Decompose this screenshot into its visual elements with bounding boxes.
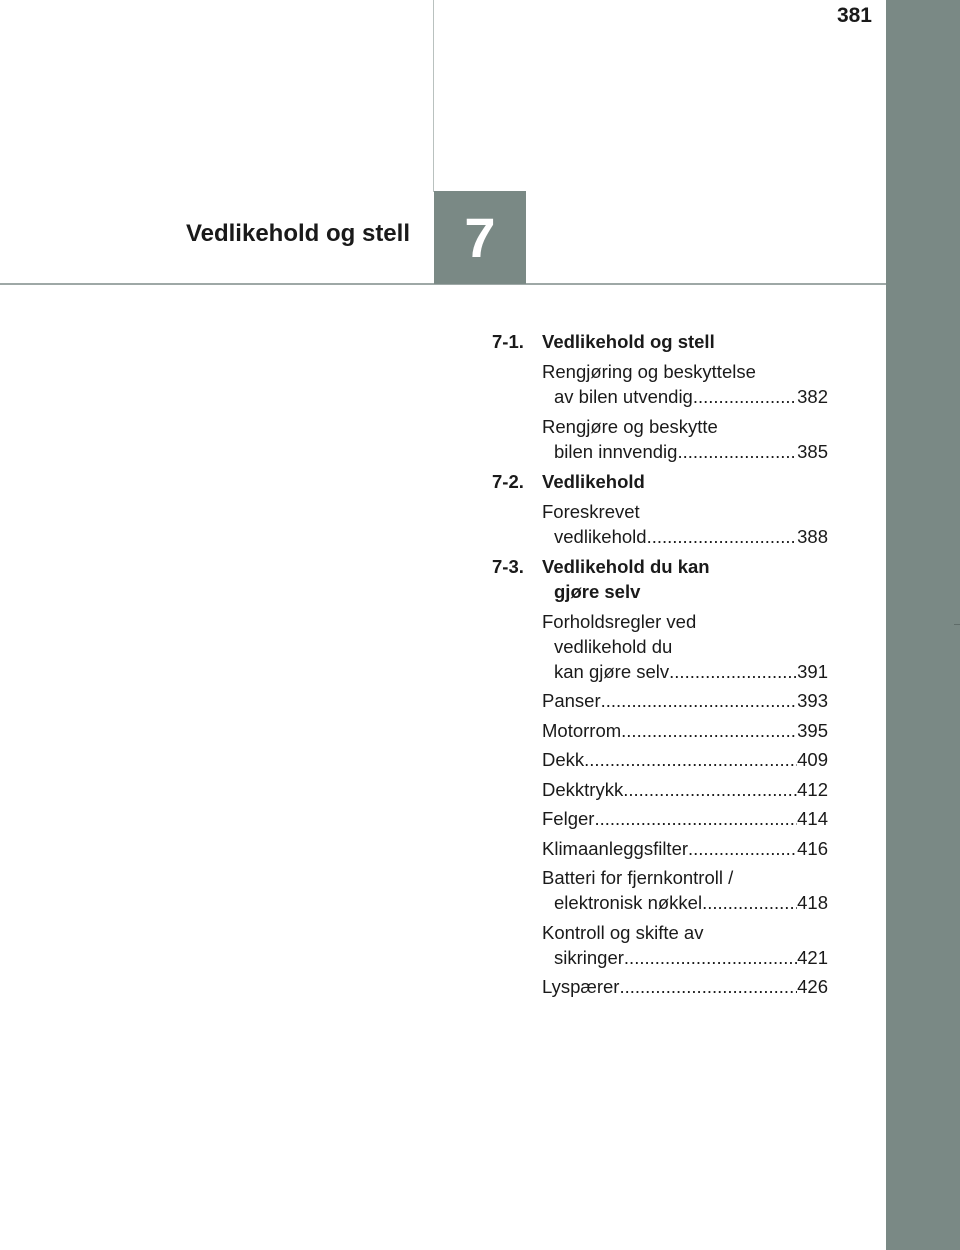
toc-entry-text: kan gjøre selv xyxy=(554,660,670,682)
toc-entry[interactable] xyxy=(542,777,828,802)
toc-entry-text: Rengjøre og beskytte xyxy=(542,415,718,437)
toc-dot-leader xyxy=(623,777,797,802)
toc-entry-page-number: 382 xyxy=(797,386,828,407)
toc-entry-page-number: 421 xyxy=(797,946,828,968)
table-of-contents xyxy=(492,329,828,1004)
toc-dot-leader xyxy=(624,945,797,970)
toc-entry-leader-row xyxy=(542,945,828,970)
toc-entry-text: Rengjøring og beskyttelse xyxy=(542,361,756,382)
toc-entry-leader-row xyxy=(542,777,828,802)
toc-entry[interactable] xyxy=(542,359,828,409)
toc-dot-leader xyxy=(677,439,797,464)
toc-section-number: 7-3. xyxy=(492,555,524,577)
toc-entry-leader-row xyxy=(542,974,828,999)
toc-entry-page-number: 426 xyxy=(797,976,828,997)
toc-entry-page-number: 414 xyxy=(797,808,828,829)
toc-entry-text: Kontroll og skifte av xyxy=(542,921,704,943)
toc-entry-text: sikringer xyxy=(554,946,624,968)
page-number: 381 xyxy=(836,4,872,27)
chapter-side-band xyxy=(886,0,960,1250)
toc-entry[interactable] xyxy=(542,499,828,549)
toc-entry-text: Dekktrykk xyxy=(542,778,624,800)
toc-section-title-line: gjøre selv xyxy=(554,580,641,602)
toc-dot-leader xyxy=(594,806,797,831)
toc-entry-text: Klimaanleggsfilter xyxy=(542,837,689,859)
toc-entry-text: Felger xyxy=(542,808,595,829)
toc-section-heading xyxy=(492,329,828,354)
toc-entry-text: Lyspærer xyxy=(542,976,620,997)
toc-entry[interactable] xyxy=(542,609,828,684)
toc-entry-list xyxy=(542,499,828,549)
toc-dot-leader xyxy=(584,747,797,772)
toc-entry-page-number: 412 xyxy=(797,778,828,800)
toc-entry-leader-row xyxy=(542,836,828,861)
toc-entry-page-number: 391 xyxy=(797,660,828,682)
toc-entry-list xyxy=(542,359,828,464)
toc-entry-text: Batteri for fjernkontroll / xyxy=(542,867,734,888)
toc-dot-leader xyxy=(693,384,797,409)
toc-dot-leader xyxy=(619,974,797,999)
toc-section-number: 7-1. xyxy=(492,331,524,352)
toc-entry-text: av bilen utvendig xyxy=(554,386,693,407)
toc-entry[interactable] xyxy=(542,414,828,464)
toc-entry[interactable] xyxy=(542,865,828,915)
toc-entry[interactable] xyxy=(542,747,828,772)
side-band-tick xyxy=(954,624,960,625)
header-vertical-divider xyxy=(433,0,434,192)
toc-entry-leader-row xyxy=(542,688,828,713)
toc-entry-text: Panser xyxy=(542,690,601,711)
toc-dot-leader xyxy=(647,524,798,549)
toc-entry-list xyxy=(542,609,828,1000)
toc-entry[interactable] xyxy=(542,688,828,713)
toc-entry-leader-row xyxy=(542,524,828,549)
toc-entry-text: Forholdsregler ved xyxy=(542,610,697,632)
toc-entry-text: Motorrom xyxy=(542,719,622,741)
toc-entry[interactable] xyxy=(542,836,828,861)
toc-section-title xyxy=(542,469,828,494)
toc-entry-page-number: 385 xyxy=(797,440,828,462)
chapter-title: Vedlikehold og stell xyxy=(185,220,410,247)
toc-entry-page-number: 388 xyxy=(797,525,828,547)
toc-section-title xyxy=(542,554,828,604)
toc-dot-leader xyxy=(702,890,797,915)
toc-entry-leader-row xyxy=(542,439,828,464)
toc-entry-leader-row xyxy=(542,890,828,915)
toc-dot-leader xyxy=(621,718,797,743)
toc-entry-text: elektronisk nøkkel xyxy=(554,892,703,913)
chapter-number-box: 7 xyxy=(434,191,526,284)
toc-section-title-line: Vedlikehold xyxy=(542,470,645,492)
toc-dot-leader xyxy=(669,659,797,684)
toc-entry[interactable] xyxy=(542,806,828,831)
toc-entry-text: vedlikehold xyxy=(554,525,647,547)
toc-section-title xyxy=(542,329,828,354)
toc-entry[interactable] xyxy=(542,974,828,999)
toc-entry[interactable] xyxy=(542,718,828,743)
toc-section-heading xyxy=(492,469,828,494)
toc-entry-leader-row xyxy=(542,384,828,409)
toc-dot-leader xyxy=(688,836,797,861)
toc-entry-text: Foreskrevet xyxy=(542,500,640,522)
toc-entry-leader-row xyxy=(542,806,828,831)
toc-entry-page-number: 416 xyxy=(797,837,828,859)
toc-section-title-line: Vedlikehold og stell xyxy=(542,331,715,352)
toc-entry-page-number: 409 xyxy=(797,749,828,770)
toc-dot-leader xyxy=(601,688,798,713)
toc-entry-text: Dekk xyxy=(542,749,585,770)
toc-entry-page-number: 393 xyxy=(797,690,828,711)
toc-section-title-line: Vedlikehold du kan xyxy=(542,555,710,577)
toc-entry-page-number: 418 xyxy=(797,892,828,913)
toc-entry-leader-row xyxy=(542,659,828,684)
toc-entry[interactable] xyxy=(542,920,828,970)
toc-entry-text: vedlikehold du xyxy=(554,635,673,657)
toc-entry-leader-row xyxy=(542,747,828,772)
toc-section-heading xyxy=(492,554,828,604)
toc-section-number: 7-2. xyxy=(492,470,524,492)
toc-entry-page-number: 395 xyxy=(797,719,828,741)
toc-entry-leader-row xyxy=(542,718,828,743)
toc-entry-text: bilen innvendig xyxy=(554,440,678,462)
